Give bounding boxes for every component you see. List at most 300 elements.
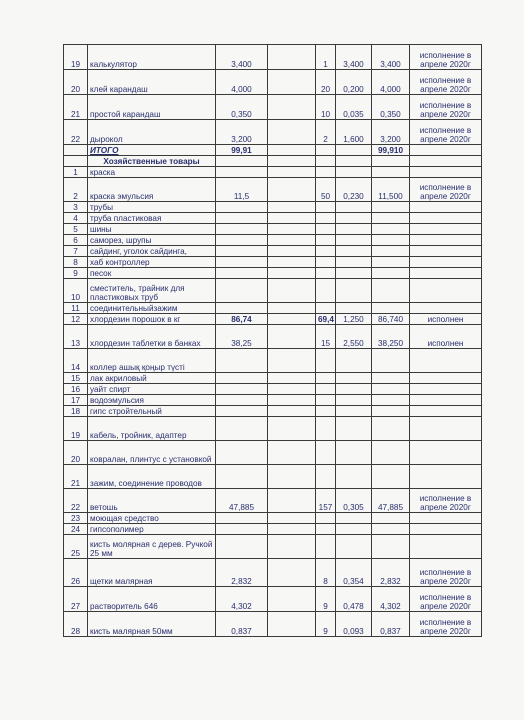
blank-cell (268, 395, 316, 406)
sum-cell (372, 349, 410, 373)
sum-cell: 3,200 (372, 120, 410, 145)
item-name-cell: гипсополимер (88, 524, 216, 535)
amount-cell (216, 373, 268, 384)
amount-cell (216, 303, 268, 314)
unit-price-cell (336, 535, 372, 559)
sum-cell (372, 441, 410, 465)
table-row (64, 279, 482, 303)
row-number-cell: 17 (64, 395, 88, 406)
table-row (64, 384, 482, 395)
table-row (64, 612, 482, 637)
note-cell (410, 535, 482, 559)
blank-cell (268, 349, 316, 373)
table-row (64, 325, 482, 349)
row-number-cell: 20 (64, 70, 88, 95)
amount-cell: 4,000 (216, 70, 268, 95)
blank-cell (268, 268, 316, 279)
note-cell (410, 156, 482, 167)
table-row (64, 167, 482, 178)
blank-cell (268, 213, 316, 224)
unit-price-cell: 0,230 (336, 178, 372, 202)
row-number-cell: 11 (64, 303, 88, 314)
blank-cell (268, 489, 316, 513)
row-number-cell: 20 (64, 441, 88, 465)
item-name-cell: сайдинг, уголок сайдинга, (88, 246, 216, 257)
note-cell: исполнение в апреле 2020г (410, 587, 482, 612)
sum-cell (372, 513, 410, 524)
amount-cell: 99,91 (216, 145, 268, 156)
amount-cell (216, 279, 268, 303)
note-cell (410, 465, 482, 489)
quantity-cell (316, 279, 336, 303)
item-name-cell: шины (88, 224, 216, 235)
table-row (64, 465, 482, 489)
unit-price-cell: 0,354 (336, 559, 372, 587)
note-cell: исполнение в апреле 2020г (410, 95, 482, 120)
quantity-cell (316, 395, 336, 406)
row-number-cell: 28 (64, 612, 88, 637)
sum-cell (372, 224, 410, 235)
quantity-cell (316, 235, 336, 246)
amount-cell: 3,200 (216, 120, 268, 145)
sum-cell: 2,832 (372, 559, 410, 587)
amount-cell: 38,25 (216, 325, 268, 349)
amount-cell (216, 535, 268, 559)
item-name-cell: клей карандаш (88, 70, 216, 95)
table-row (64, 314, 482, 325)
amount-cell (216, 417, 268, 441)
table-row (64, 235, 482, 246)
amount-cell (216, 384, 268, 395)
quantity-cell (316, 145, 336, 156)
note-cell (410, 406, 482, 417)
table-row (64, 70, 482, 95)
quantity-cell (316, 167, 336, 178)
unit-price-cell (336, 349, 372, 373)
quantity-cell: 20 (316, 70, 336, 95)
unit-price-cell (336, 303, 372, 314)
table-row (64, 156, 482, 167)
blank-cell (268, 441, 316, 465)
sum-cell: 99,910 (372, 145, 410, 156)
note-cell (410, 303, 482, 314)
unit-price-cell (336, 384, 372, 395)
unit-price-cell: 0,305 (336, 489, 372, 513)
item-name-cell: кабель, тройник, адаптер (88, 417, 216, 441)
blank-cell (268, 257, 316, 268)
note-cell (410, 395, 482, 406)
sum-cell (372, 406, 410, 417)
amount-cell (216, 156, 268, 167)
quantity-cell: 157 (316, 489, 336, 513)
note-cell: исполнение в апреле 2020г (410, 612, 482, 637)
table-row (64, 406, 482, 417)
quantity-cell (316, 406, 336, 417)
blank-cell (268, 373, 316, 384)
row-number-cell: 24 (64, 524, 88, 535)
row-number-cell: 27 (64, 587, 88, 612)
quantity-cell (316, 268, 336, 279)
table-row (64, 489, 482, 513)
quantity-cell: 15 (316, 325, 336, 349)
quantity-cell: 50 (316, 178, 336, 202)
item-name-cell: щетки малярная (88, 559, 216, 587)
blank-cell (268, 325, 316, 349)
sum-cell: 11,500 (372, 178, 410, 202)
row-number-cell: 22 (64, 120, 88, 145)
row-number-cell: 4 (64, 213, 88, 224)
table-row (64, 587, 482, 612)
blank-cell (268, 45, 316, 70)
row-number-cell: 10 (64, 279, 88, 303)
sum-cell: 0,837 (372, 612, 410, 637)
table-row (64, 441, 482, 465)
unit-price-cell (336, 441, 372, 465)
amount-cell: 11,5 (216, 178, 268, 202)
table-row (64, 145, 482, 156)
blank-cell (268, 406, 316, 417)
amount-cell (216, 213, 268, 224)
sum-cell (372, 373, 410, 384)
sum-cell (372, 268, 410, 279)
row-number-cell: 15 (64, 373, 88, 384)
blank-cell (268, 156, 316, 167)
row-number-cell: 6 (64, 235, 88, 246)
table-row (64, 395, 482, 406)
table-row (64, 45, 482, 70)
table-row (64, 120, 482, 145)
sum-cell (372, 279, 410, 303)
quantity-cell: 8 (316, 559, 336, 587)
item-name-cell: моющая средство (88, 513, 216, 524)
item-name-cell: ковралан, плинтус с установкой (88, 441, 216, 465)
item-name-cell: кисть молярная с дерев. Ручкой 25 мм (88, 535, 216, 559)
quantity-cell (316, 384, 336, 395)
unit-price-cell (336, 513, 372, 524)
quantity-cell: 10 (316, 95, 336, 120)
unit-price-cell (336, 213, 372, 224)
amount-cell (216, 257, 268, 268)
amount-cell (216, 395, 268, 406)
sum-cell (372, 235, 410, 246)
note-cell (410, 441, 482, 465)
item-name-cell: растворитель 646 (88, 587, 216, 612)
amount-cell (216, 224, 268, 235)
amount-cell (216, 167, 268, 178)
blank-cell (268, 246, 316, 257)
quantity-cell (316, 246, 336, 257)
note-cell (410, 202, 482, 213)
row-number-cell: 7 (64, 246, 88, 257)
item-name-cell: ИТОГО (88, 145, 216, 156)
blank-cell (268, 612, 316, 637)
item-name-cell: Хозяйственные товары (88, 156, 216, 167)
sum-cell (372, 417, 410, 441)
sum-cell (372, 384, 410, 395)
sum-cell: 47,885 (372, 489, 410, 513)
goods-table (63, 44, 482, 637)
item-name-cell: труба пластиковая (88, 213, 216, 224)
amount-cell (216, 406, 268, 417)
sum-cell (372, 535, 410, 559)
table-row (64, 373, 482, 384)
note-cell (410, 145, 482, 156)
row-number-cell: 5 (64, 224, 88, 235)
row-number-cell: 1 (64, 167, 88, 178)
blank-cell (268, 559, 316, 587)
note-cell: исполнение в апреле 2020г (410, 559, 482, 587)
blank-cell (268, 224, 316, 235)
blank-cell (268, 314, 316, 325)
blank-cell (268, 145, 316, 156)
item-name-cell: коллер ашық қоңыр түсті (88, 349, 216, 373)
table-row (64, 268, 482, 279)
unit-price-cell (336, 395, 372, 406)
row-number-cell: 2 (64, 178, 88, 202)
amount-cell (216, 524, 268, 535)
item-name-cell: зажим, соединение проводов (88, 465, 216, 489)
note-cell: исполнение в апреле 2020г (410, 489, 482, 513)
table-row (64, 559, 482, 587)
item-name-cell: саморез, шрупы (88, 235, 216, 246)
sum-cell (372, 213, 410, 224)
unit-price-cell (336, 373, 372, 384)
quantity-cell (316, 202, 336, 213)
note-cell: исполнение в апреле 2020г (410, 178, 482, 202)
amount-cell (216, 246, 268, 257)
amount-cell: 3,400 (216, 45, 268, 70)
amount-cell: 4,302 (216, 587, 268, 612)
amount-cell (216, 441, 268, 465)
amount-cell (216, 202, 268, 213)
table-row (64, 95, 482, 120)
quantity-cell: 2 (316, 120, 336, 145)
quantity-cell (316, 224, 336, 235)
unit-price-cell (336, 279, 372, 303)
blank-cell (268, 167, 316, 178)
unit-price-cell (336, 145, 372, 156)
note-cell (410, 384, 482, 395)
note-cell: исполнен (410, 314, 482, 325)
item-name-cell: трубы (88, 202, 216, 213)
note-cell: исполнен (410, 325, 482, 349)
quantity-cell (316, 213, 336, 224)
table-row (64, 202, 482, 213)
unit-price-cell (336, 224, 372, 235)
row-number-cell: 8 (64, 257, 88, 268)
row-number-cell: 16 (64, 384, 88, 395)
item-name-cell: уайт спирт (88, 384, 216, 395)
unit-price-cell: 0,200 (336, 70, 372, 95)
quantity-cell (316, 349, 336, 373)
row-number-cell: 18 (64, 406, 88, 417)
quantity-cell (316, 513, 336, 524)
blank-cell (268, 178, 316, 202)
item-name-cell: калькулятор (88, 45, 216, 70)
blank-cell (268, 303, 316, 314)
quantity-cell (316, 303, 336, 314)
sum-cell: 86,740 (372, 314, 410, 325)
blank-cell (268, 202, 316, 213)
note-cell (410, 224, 482, 235)
sum-cell (372, 303, 410, 314)
unit-price-cell (336, 417, 372, 441)
row-number-cell: 23 (64, 513, 88, 524)
quantity-cell (316, 535, 336, 559)
note-cell: исполнение в апреле 2020г (410, 45, 482, 70)
note-cell (410, 417, 482, 441)
row-number-cell: 22 (64, 489, 88, 513)
row-number-cell: 9 (64, 268, 88, 279)
blank-cell (268, 384, 316, 395)
item-name-cell: сместитель, трайник для пластиковых труб (88, 279, 216, 303)
table-row (64, 213, 482, 224)
item-name-cell: хаб контроллер (88, 257, 216, 268)
unit-price-cell (336, 465, 372, 489)
table-row (64, 513, 482, 524)
item-name-cell: ветошь (88, 489, 216, 513)
amount-cell: 2,832 (216, 559, 268, 587)
blank-cell (268, 524, 316, 535)
row-number-cell: 3 (64, 202, 88, 213)
item-name-cell: кисть малярная 50мм (88, 612, 216, 637)
quantity-cell: 9 (316, 612, 336, 637)
row-number-cell: 19 (64, 417, 88, 441)
table-row (64, 535, 482, 559)
row-number-cell: 13 (64, 325, 88, 349)
quantity-cell (316, 373, 336, 384)
note-cell (410, 257, 482, 268)
unit-price-cell (336, 156, 372, 167)
sum-cell (372, 465, 410, 489)
quantity-cell: 69,4 (316, 314, 336, 325)
sum-cell: 4,302 (372, 587, 410, 612)
sum-cell (372, 395, 410, 406)
sum-cell: 0,350 (372, 95, 410, 120)
item-name-cell: простой карандаш (88, 95, 216, 120)
table-row (64, 257, 482, 268)
note-cell: исполнение в апреле 2020г (410, 120, 482, 145)
note-cell (410, 279, 482, 303)
sum-cell (372, 202, 410, 213)
unit-price-cell (336, 268, 372, 279)
table-row (64, 303, 482, 314)
blank-cell (268, 513, 316, 524)
unit-price-cell: 1,250 (336, 314, 372, 325)
note-cell (410, 513, 482, 524)
unit-price-cell (336, 202, 372, 213)
blank-cell (268, 587, 316, 612)
row-number-cell: 14 (64, 349, 88, 373)
table-row (64, 224, 482, 235)
blank-cell (268, 70, 316, 95)
unit-price-cell (336, 257, 372, 268)
row-number-cell: 12 (64, 314, 88, 325)
quantity-cell: 9 (316, 587, 336, 612)
quantity-cell (316, 417, 336, 441)
unit-price-cell (336, 406, 372, 417)
sum-cell (372, 524, 410, 535)
note-cell (410, 373, 482, 384)
quantity-cell (316, 156, 336, 167)
unit-price-cell (336, 235, 372, 246)
unit-price-cell: 2,550 (336, 325, 372, 349)
amount-cell: 0,350 (216, 95, 268, 120)
row-number-cell: 26 (64, 559, 88, 587)
amount-cell (216, 349, 268, 373)
item-name-cell: хлордезин порошок в кг (88, 314, 216, 325)
amount-cell (216, 513, 268, 524)
note-cell (410, 167, 482, 178)
amount-cell: 86,74 (216, 314, 268, 325)
quantity-cell (316, 524, 336, 535)
sum-cell (372, 257, 410, 268)
note-cell: исполнение в апреле 2020г (410, 70, 482, 95)
quantity-cell (316, 465, 336, 489)
item-name-cell: песок (88, 268, 216, 279)
unit-price-cell (336, 524, 372, 535)
sum-cell: 38,250 (372, 325, 410, 349)
blank-cell (268, 95, 316, 120)
note-cell (410, 268, 482, 279)
item-name-cell: хлордезин таблетки в банках (88, 325, 216, 349)
blank-cell (268, 535, 316, 559)
unit-price-cell: 0,035 (336, 95, 372, 120)
blank-cell (268, 417, 316, 441)
note-cell (410, 349, 482, 373)
item-name-cell: соединительныйзажим (88, 303, 216, 314)
row-number-cell: 21 (64, 95, 88, 120)
item-name-cell: дырокол (88, 120, 216, 145)
amount-cell (216, 268, 268, 279)
unit-price-cell (336, 246, 372, 257)
quantity-cell: 1 (316, 45, 336, 70)
blank-cell (268, 465, 316, 489)
table-row (64, 246, 482, 257)
quantity-cell (316, 441, 336, 465)
sum-cell (372, 167, 410, 178)
blank-cell (268, 235, 316, 246)
blank-cell (268, 120, 316, 145)
note-cell (410, 213, 482, 224)
item-name-cell: краска (88, 167, 216, 178)
unit-price-cell (336, 167, 372, 178)
amount-cell: 47,885 (216, 489, 268, 513)
item-name-cell: гипс стройтельный (88, 406, 216, 417)
note-cell (410, 235, 482, 246)
note-cell (410, 246, 482, 257)
sum-cell: 3,400 (372, 45, 410, 70)
unit-price-cell: 1,600 (336, 120, 372, 145)
item-name-cell: водоэмульсия (88, 395, 216, 406)
amount-cell (216, 235, 268, 246)
amount-cell: 0,837 (216, 612, 268, 637)
blank-cell (268, 279, 316, 303)
table-row (64, 417, 482, 441)
row-number-cell: 25 (64, 535, 88, 559)
row-number-cell (64, 145, 88, 156)
sum-cell: 4,000 (372, 70, 410, 95)
table-row (64, 178, 482, 202)
unit-price-cell: 0,478 (336, 587, 372, 612)
unit-price-cell: 3,400 (336, 45, 372, 70)
unit-price-cell: 0,093 (336, 612, 372, 637)
row-number-cell (64, 156, 88, 167)
sum-cell (372, 156, 410, 167)
row-number-cell: 21 (64, 465, 88, 489)
table-row (64, 349, 482, 373)
note-cell (410, 524, 482, 535)
